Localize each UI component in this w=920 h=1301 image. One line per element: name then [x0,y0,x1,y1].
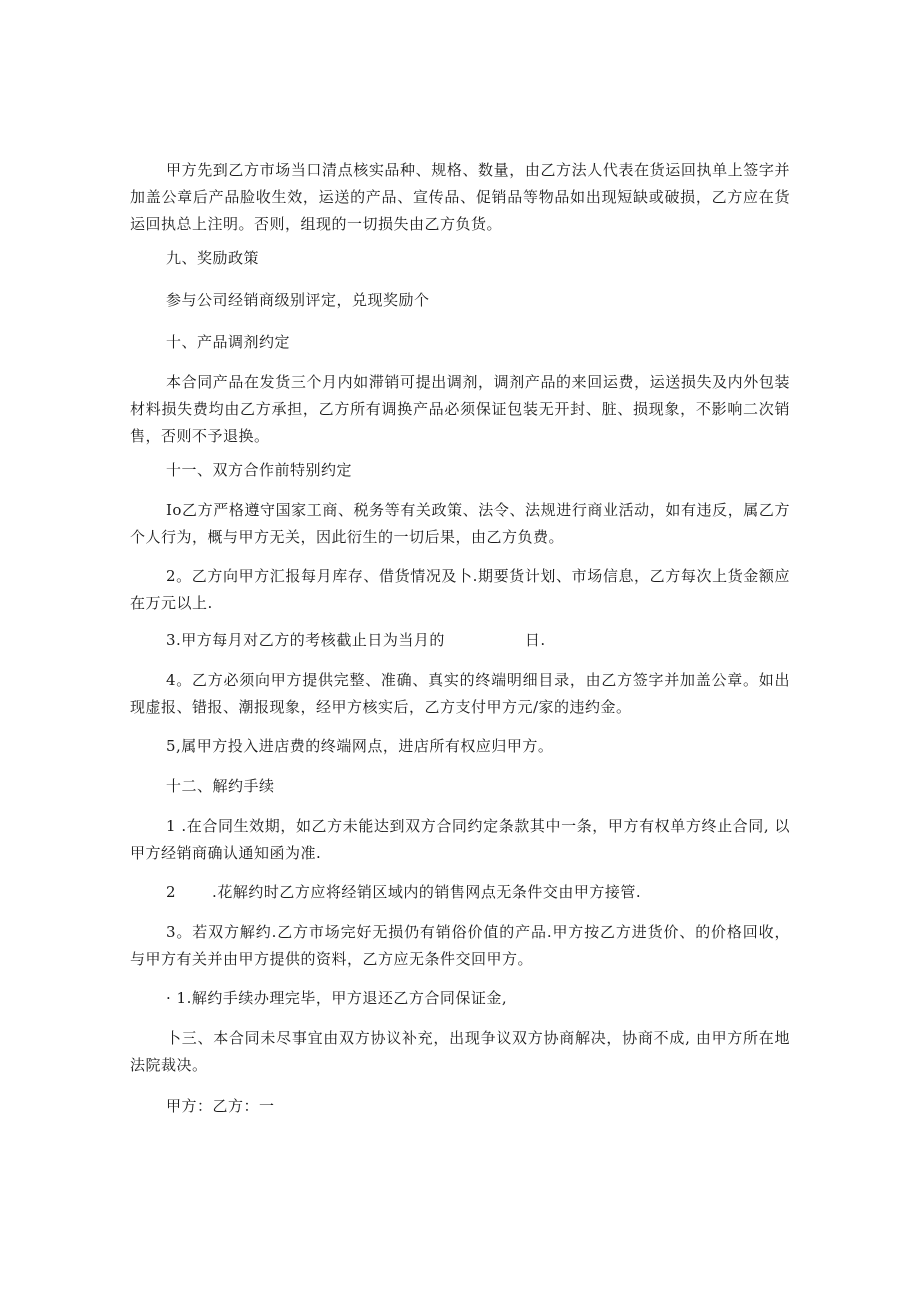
section-10-body: 本合同产品在发货三个月内如滞销可提出调剂，调剂产品的来回运费，运送损失及内外包装材料损失费均由乙方承担，乙方所有调换产品必须保证包装无开封、脏、损现象，不影响二次销售，否则不予退换。 [130,373,790,445]
section-12-heading: 十二、解约手续 [166,777,275,795]
section-12-item-2-text: .花解约时乙方应将经销区域内的销售网点无条件交由甲方接管. [212,883,642,901]
section-12-item-4: · 1.解约手续办理完毕，甲方退还乙方合同保证金, [166,989,508,1007]
section-12-item-3: 3。若双方解约.乙方市场完好无损仍有销俗价值的产品.甲方按乙方进货价、的价格回收，与甲方有关并由甲方提供的资料，乙方应无条件交回甲方。 [130,923,790,968]
section-9-body: 参与公司经销商级别评定，兑现奖励个 [166,291,430,309]
acceptance-paragraph: 甲方先到乙方市场当口清点核实品种、规格、数量，由乙方法人代表在货运回执单上签字并加盖公章后产品脸收生效，运送的产品、宣传品、促销品等物品如出现短缺或破损，乙方应在货运回执总上注明。否则，组现的一切损失由乙方负货。 [130,161,790,233]
section-11-item-4: 4。乙方必须向甲方提供完整、准确、真实的终端明细目录，由乙方签字并加盖公章。如出现虚报、错报、潮报现象，经甲方核实后，乙方支付甲方元/家的违约金。 [130,671,790,716]
section-12-item-1: 1 .在合同生效期，如乙方未能达到双方合同约定条款其中一条，甲方有权单方终止合同, 以甲方经销商确认通知函为准. [130,817,790,862]
section-11-item-1: Io乙方严格遵守国家工商、税务等有关政策、法令、法规进行商业活动，如有违反，属乙方个人行为，概与甲方无关，因此衍生的一切后果，由乙方负费。 [130,501,790,546]
section-9-heading: 九、奖励政策 [166,249,260,267]
section-11-item-2: 2。乙方向甲方汇报每月库存、借货情况及卜.期要货计划、市场信息，乙方每次上货金额应在万元以上. [130,567,790,612]
section-11-heading: 十一、双方合作前特别约定 [166,461,353,479]
section-10-heading: 十、产品调剂约定 [166,333,291,351]
signature-line: 甲方：乙方：一 [166,1097,275,1115]
section-11-item-3 [130,627,790,654]
section-12-item-2 [130,879,790,906]
section-11-item-5: 5,属甲方投入进店费的终端网点，进店所有权应归甲方。 [166,737,554,755]
section-11-item-3-suffix: 日. [524,631,546,649]
section-12-item-2-number: 2 [166,883,177,901]
section-13-body: 卜三、本合同未尽事宜由双方协议补充，出现争议双方协商解决，协商不成, 由甲方所在地法院裁决。 [130,1029,790,1074]
section-11-item-3-text: 3.甲方每月对乙方的考核截止日为当月的 [166,631,445,649]
